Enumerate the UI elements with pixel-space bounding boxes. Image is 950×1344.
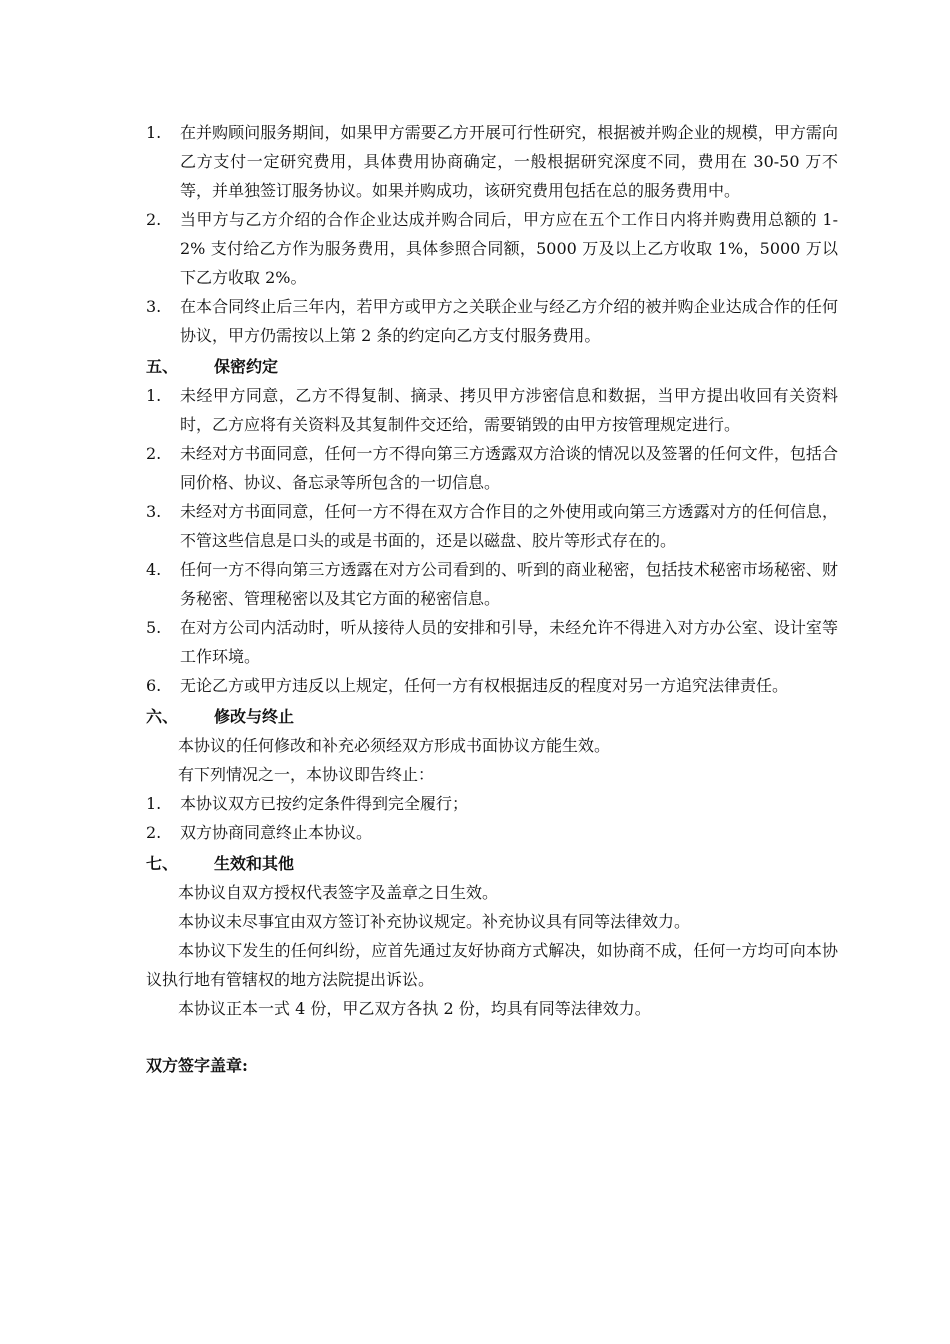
item-number: 5. (146, 618, 162, 637)
list-item (146, 205, 838, 292)
section-title: 生效和其他 (214, 854, 295, 873)
item-text: 在对方公司内活动时，听从接待人员的安排和引导，未经允许不得进入对方办公室、设计室等工作环境。 (180, 618, 838, 666)
list-item (146, 497, 838, 555)
list-item (146, 118, 838, 205)
paragraph: 本协议正本一式 4 份，甲乙双方各执 2 份，均具有同等法律效力。 (178, 999, 651, 1018)
section-heading-effectiveness (146, 849, 838, 878)
section-title: 修改与终止 (214, 707, 295, 726)
item-number: 3. (146, 502, 162, 521)
item-text: 在本合同终止后三年内，若甲方或甲方之关联企业与经乙方介绍的被并购企业达成合作的任何协议，甲方仍需按以上第 2 条的约定向乙方支付服务费用。 (180, 297, 838, 345)
list-item (146, 671, 838, 700)
item-text: 无论乙方或甲方违反以上规定，任何一方有权根据违反的程度对另一方追究法律责任。 (180, 676, 789, 695)
list-item (146, 439, 838, 497)
list-item (146, 292, 838, 350)
list-item (146, 789, 838, 818)
section-number: 七、 (146, 854, 179, 873)
section-heading-confidentiality (146, 352, 838, 381)
section-number: 六、 (146, 707, 179, 726)
item-text: 任何一方不得向第三方透露在对方公司看到的、听到的商业秘密，包括技术秘密市场秘密、财务秘密、管理秘密以及其它方面的秘密信息。 (180, 560, 838, 608)
item-number: 1. (146, 794, 162, 813)
paragraph: 本协议下发生的任何纠纷，应首先通过友好协商方式解决，如协商不成，任何一方均可向本协议执行地有管辖权的地方法院提出诉讼。 (146, 941, 838, 989)
item-number: 1. (146, 386, 162, 405)
section-heading-modification (146, 702, 838, 731)
item-text: 本协议双方已按约定条件得到完全履行； (180, 794, 469, 813)
list-item (146, 818, 838, 847)
item-text: 未经对方书面同意，任何一方不得向第三方透露双方洽谈的情况以及签署的任何文件，包括合同价格、协议、备忘录等所包含的一切信息。 (180, 444, 838, 492)
item-text: 当甲方与乙方介绍的合作企业达成并购合同后，甲方应在五个工作日内将并购费用总额的 1-2% 支付给乙方作为服务费用，具体参照合同额，5000 万及以上乙方收取 1%，5000 万以下乙方收取 2%。 (180, 210, 838, 287)
item-number: 3. (146, 297, 162, 316)
list-item (146, 555, 838, 613)
paragraph: 本协议的任何修改和补充必须经双方形成书面协议方能生效。 (178, 736, 611, 755)
document-page (146, 118, 838, 1080)
item-text: 双方协商同意终止本协议。 (180, 823, 373, 842)
item-text: 未经甲方同意，乙方不得复制、摘录、拷贝甲方涉密信息和数据，当甲方提出收回有关资料时，乙方应将有关资料及其复制件交还给，需要销毁的由甲方按管理规定进行。 (180, 386, 838, 434)
section-number: 五、 (146, 357, 179, 376)
item-number: 2. (146, 444, 162, 463)
list-item (146, 613, 838, 671)
signature-label: 双方签字盖章: (146, 1056, 248, 1075)
list-item (146, 381, 838, 439)
paragraph: 本协议未尽事宜由双方签订补充协议规定。补充协议具有同等法律效力。 (178, 912, 691, 931)
paragraph: 本协议自双方授权代表签字及盖章之日生效。 (178, 883, 499, 902)
item-number: 4. (146, 560, 162, 579)
paragraph: 有下列情况之一，本协议即告终止： (178, 765, 435, 784)
item-text: 在并购顾问服务期间，如果甲方需要乙方开展可行性研究，根据被并购企业的规模，甲方需向乙方支付一定研究费用，具体费用协商确定，一般根据研究深度不同，费用在 30-50 万不等，并单独签订服务协议。如果并购成功，该研究费用包括在总的服务费用中。 (180, 123, 838, 200)
item-number: 2. (146, 210, 162, 229)
item-number: 6. (146, 676, 162, 695)
item-number: 2. (146, 823, 162, 842)
item-number: 1. (146, 123, 162, 142)
section-title: 保密约定 (214, 357, 279, 376)
item-text: 未经对方书面同意，任何一方不得在双方合作目的之外使用或向第三方透露对方的任何信息，不管这些信息是口头的或是书面的，还是以磁盘、胶片等形式存在的。 (180, 502, 838, 550)
